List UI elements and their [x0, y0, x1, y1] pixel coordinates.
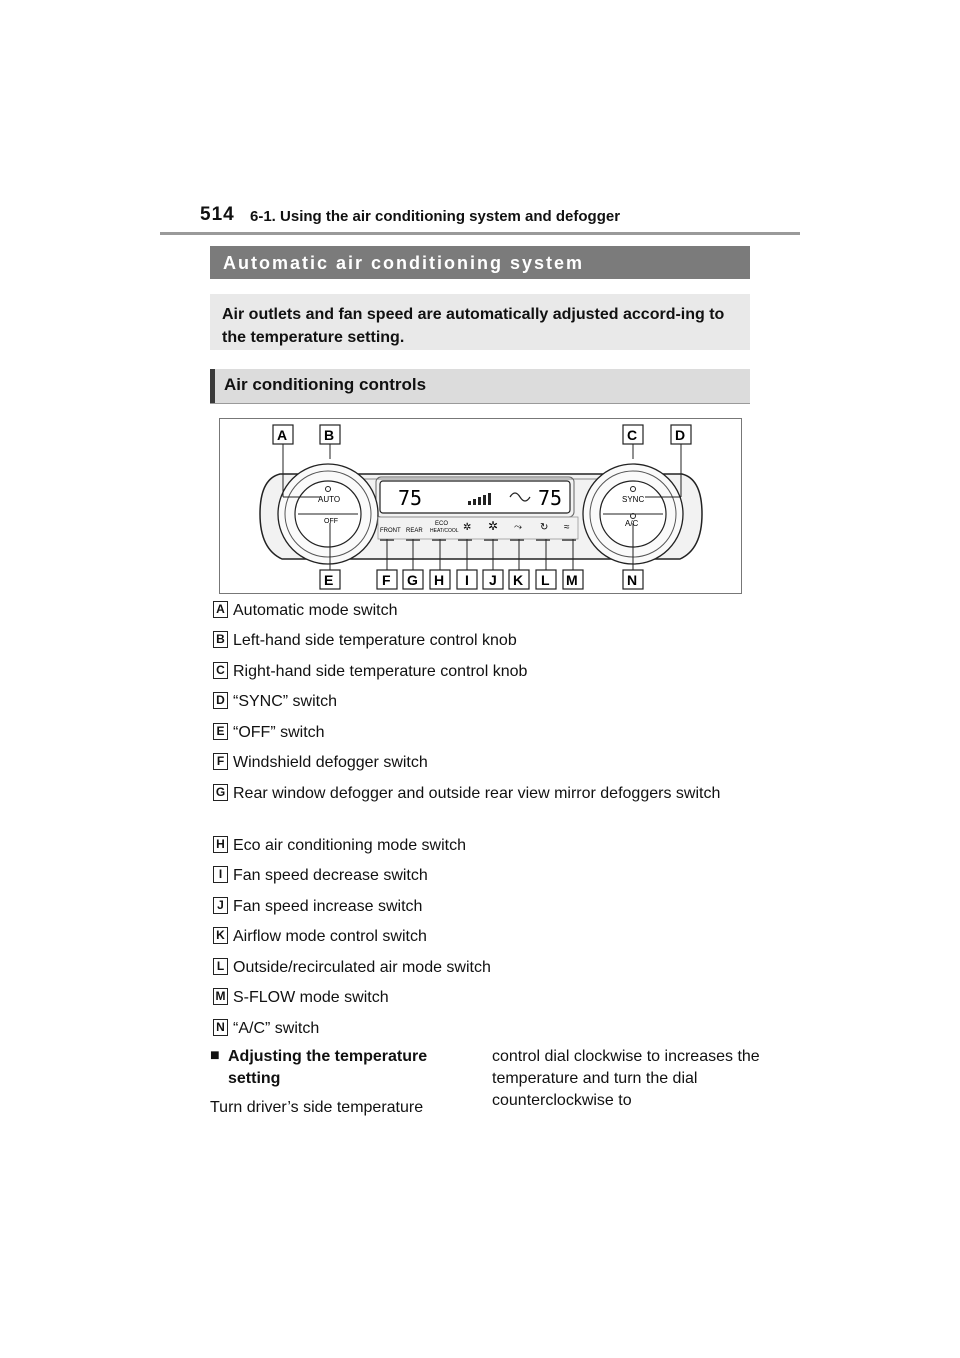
legend-text: Automatic mode switch — [233, 602, 398, 619]
subheading: Air conditioning controls — [224, 375, 427, 394]
legend-letter: K — [213, 927, 228, 944]
section-title: 6-1. Using the air conditioning system and defogger — [250, 208, 621, 225]
legend-letter: F — [213, 753, 228, 770]
legend-letter: C — [213, 662, 228, 679]
legend-text: “SYNC” switch — [233, 693, 338, 710]
ac-panel-illustration — [220, 419, 741, 593]
left-temperature-knob — [278, 464, 378, 564]
legend-letter: L — [213, 958, 228, 975]
callout-L: L — [541, 572, 550, 588]
intro-box — [210, 294, 750, 350]
legend-text: Right-hand side temperature control knob — [233, 663, 528, 680]
legend-letter: N — [213, 1019, 228, 1036]
callout-H: H — [434, 572, 445, 588]
legend-letter: I — [213, 866, 228, 883]
callouts-top — [273, 425, 691, 444]
ac-label: A/C — [625, 519, 639, 528]
callout-F: F — [382, 572, 391, 588]
callout-K: K — [513, 572, 524, 588]
auto-label: AUTO — [318, 495, 341, 504]
recirculate-icon: ↻ — [540, 522, 549, 533]
legend-letter: A — [213, 601, 228, 618]
subheading-band — [210, 369, 750, 404]
header-rule — [160, 232, 800, 235]
heat-cool-label: HEAT/COOL — [430, 528, 459, 534]
callouts-bottom — [320, 570, 643, 589]
callout-C: C — [627, 427, 638, 443]
off-label: OFF — [324, 518, 338, 525]
legend-letter: E — [213, 723, 228, 740]
legend-text: Windshield defogger switch — [233, 754, 428, 771]
square-bullet-icon: ■ — [210, 1047, 220, 1064]
legend-letter: J — [213, 897, 228, 914]
fan-decrease-icon: ✲ — [463, 522, 472, 533]
airflow-mode-icon: ⤳ — [514, 522, 522, 533]
legend-text: Rear window defogger and outside rear view mirror defoggers switch — [233, 785, 721, 802]
page-header — [160, 200, 800, 236]
adjusting-text-left: Turn driver’s side temperature — [210, 1099, 424, 1116]
legend-text: Fan speed increase switch — [233, 898, 423, 915]
page-number: 514 — [200, 204, 235, 225]
legend-letter: M — [213, 988, 228, 1005]
legend-letter: D — [213, 692, 228, 709]
callout-N: N — [627, 572, 638, 588]
legend-text: Left-hand side temperature control knob — [233, 632, 517, 649]
intro-text: Air outlets and fan speed are automatically adjusted accord-ing to the temperature setting. — [222, 306, 725, 346]
callout-M: M — [566, 572, 578, 588]
callout-A: A — [277, 427, 288, 443]
fan-increase-icon: ✲ — [488, 519, 499, 533]
subheading-accent-bar — [210, 369, 215, 403]
rear-label: REAR — [406, 528, 423, 534]
legend-letter: G — [213, 784, 228, 801]
callout-J: J — [489, 572, 497, 588]
legend-text: Eco air conditioning mode switch — [233, 837, 467, 854]
legend-text: S-FLOW mode switch — [233, 989, 389, 1006]
legend-text: “OFF” switch — [233, 724, 325, 741]
s-flow-icon: ≈ — [564, 522, 570, 533]
callout-I: I — [465, 572, 469, 588]
eco-label: ECO — [435, 521, 449, 527]
adjusting-text-right: control dial clockwise to increases the temperature and turn the dial counterclockwise to — [492, 1048, 760, 1109]
callout-E: E — [324, 572, 334, 588]
legend-text: Outside/recirculated air mode switch — [233, 959, 491, 976]
legend-text: Fan speed decrease switch — [233, 867, 428, 884]
adjusting-title: Adjusting the temperature setting — [228, 1048, 428, 1087]
callout-D: D — [675, 427, 686, 443]
legend-text: Airflow mode control switch — [233, 928, 427, 945]
sync-label: SYNC — [622, 495, 645, 504]
display-left-temp: 75 — [398, 486, 423, 510]
front-label: FRONT — [380, 528, 401, 534]
callout-G: G — [407, 572, 418, 588]
main-heading: Automatic air conditioning system — [223, 253, 585, 273]
callout-B: B — [324, 427, 335, 443]
legend-letter: B — [213, 631, 228, 648]
legend-letter: H — [213, 836, 228, 853]
legend-text: “A/C” switch — [233, 1020, 320, 1037]
main-heading-band — [210, 246, 750, 279]
display-right-temp: 75 — [538, 486, 563, 510]
ac-controls-diagram — [219, 418, 742, 594]
